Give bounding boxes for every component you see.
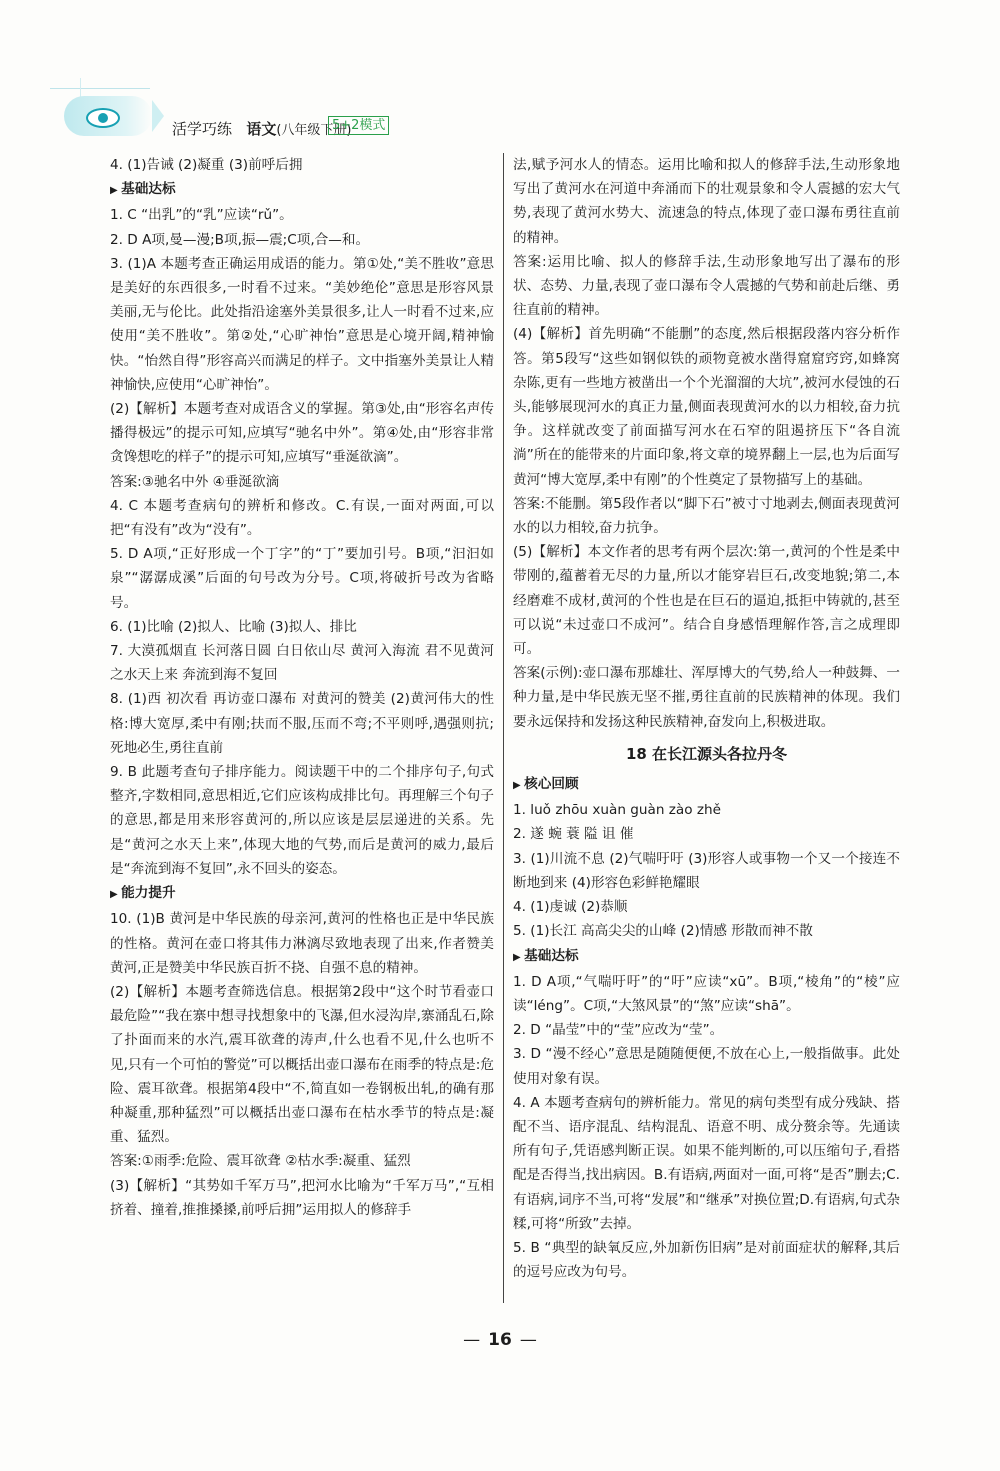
answer-paragraph: (4)【解析】首先明确“不能删”的态度,然后根据段落内容分析作答。第5段写“这些如钢似铁的顽物竟被水凿得窟窟窍窍,如蜂窝杂陈,更有一些地方被凿出一个个光溜溜的大坑”,被河水侵蚀的石头,能够展现河水的真正力量,侧面表现黄河水的以力相较,奋力抗争。这样就改变了前面描写河水在石窄的阻遏挤压下“各自流淌”所在的能带来的片面印象,将文章的境界翻上一层,也为后面写黄河“博大宽厚,柔中有刚”的个性奠定了景物描写上的基础。	[513, 326, 900, 488]
answer-paragraph: 4. A 本题考查病句的辨析能力。常见的病句类型有成分残缺、搭配不当、语序混乱、结构混乱、语意不明、成分赘余等。先通读所有句子,凭语感判断正误。如果不能判断的,可以压缩句子,看搭配是否得当,找出病因。B.有语病,两面对一面,可将“是否”删去;C.有语病,词序不当,可将“发展”和“继承”对换位置;D.有语病,句式杂糅,可将“所致”去掉。	[513, 1094, 900, 1232]
answer-paragraph: 3. (1)川流不息 (2)气喘吁吁 (3)形容人或事物一个又一个接连不断地到来 (4)形容色彩鲜艳耀眼	[513, 850, 900, 891]
chapter-title: 18 在长江源头各拉丹冬	[625, 744, 788, 763]
section-heading: ▶ 基础达标	[110, 177, 494, 203]
answer-paragraph: 5. D A项,“正好形成一个丁字”的“丁”要加引号。B项,“汩汩如泉”“潺潺成溪”后面的句号改为分号。C项,将破折号改为省略号。	[110, 546, 494, 611]
answer-paragraph: 答案:不能删。第5段作者以“脚下石”被寸寸地剥去,侧面表现黄河水的以力相较,奋力抗争。	[513, 495, 900, 537]
header-deco-line	[50, 88, 150, 89]
answer-paragraph: 7. 大漠孤烟直 长河落日圆 白日依山尽 黄河入海流 君不见黄河之水天上来 奔流到海不复回	[110, 643, 494, 684]
right-column	[513, 153, 900, 1284]
arrow-icon	[152, 100, 164, 132]
answer-paragraph: 5. B “典型的缺氧反应,外加新伤旧病”是对前面症状的解释,其后的逗号应改为句号。	[513, 1239, 900, 1281]
column-divider	[503, 153, 504, 1303]
answer-paragraph: 答案:③驰名中外 ④垂涎欲滴	[110, 473, 280, 490]
answer-paragraph: 8. (1)西 初次看 再访壶口瀑布 对黄河的赞美 (2)黄河伟大的性格:博大宽厚,柔中有刚;扶而不服,压而不弯;不平则呼,遇强则抗;死地必生,勇往直前	[110, 691, 494, 756]
answer-paragraph: 答案:①雨季:危险、震耳欲聋 ②枯水季:凝重、猛烈	[110, 1153, 411, 1170]
section-heading: ▶ 核心回顾	[513, 772, 900, 798]
answer-paragraph: 1. C “出乳”的“乳”应读“rǔ”。	[110, 207, 293, 224]
answer-paragraph: 3. (1)A 本题考查正确运用成语的能力。第①处,“美不胜收”意思是美好的东西很多,一时看不过来。“美妙绝伦”意思是形容风景美丽,无与伦比。此处指沿途塞外美景很多,让人一时看不过来,应使用“美不胜收”。第②处,“心旷神怡”意思是心境开阔,精神愉快。“怡然自得”形容高兴而满足的样子。文中指塞外美景让人精神愉快,应使用“心旷神怡”。	[110, 255, 494, 393]
answer-paragraph: 2. D “晶莹”中的“莹”应改为“莹”。	[513, 1022, 724, 1039]
section-heading: ▶ 能力提升	[110, 881, 494, 907]
answer-paragraph: 4. (1)虔诚 (2)恭顺	[513, 899, 628, 916]
answer-paragraph: 9. B 此题考查句子排序能力。阅读题干中的二个排序句子,句式整齐,字数相同,意思相近,它们应该构成排比句。再理解三个句子的意思,都是用来形容黄河的,所以应该是层层递进的关系。先是“黄河之水天上来”,体现大地的气势,而后是黄河的威力,最后是“奔流到海不复回”,永不回头的姿态。	[110, 764, 494, 877]
section-heading: ▶ 基础达标	[513, 944, 900, 970]
answer-paragraph: (2)【解析】本题考查对成语含义的掌握。第③处,由“形容名声传播得极远”的提示可知,应填写“驰名中外”。第④处,由“形容非常贪馋想吃的样子”的提示可知,应填写“垂涎欲滴”。	[110, 401, 494, 466]
answer-paragraph: 答案(示例):壶口瀑布那雄壮、浑厚博大的气势,给人一种鼓舞、一种力量,是中华民族无坚不摧,勇往直前的民族精神的体现。我们要永远保持和发扬这种民族精神,奋发向上,积极进取。	[513, 665, 900, 730]
answer-paragraph: (3)【解析】“其势如千军万马”,把河水比喻为“千军万马”,“互相挤着、撞着,推推搡搡,前呼后拥”运用拟人的修辞手	[110, 1177, 494, 1218]
subject-name: 语文	[246, 120, 277, 138]
grade-label: (八年级下册)	[276, 123, 352, 138]
page-number: — 16 —	[0, 1330, 1000, 1350]
answer-paragraph: 6. (1)比喻 (2)拟人、比喻 (3)拟人、排比	[110, 618, 357, 635]
brand-logo	[64, 96, 152, 136]
answer-paragraph: 2. D A项,曼—漫;B项,振—震;C项,合—和。	[110, 231, 370, 248]
answer-paragraph: (2)【解析】本题考查筛选信息。根据第2段中“这个时节看壶口最危险”“我在寨中想寻找想象中的飞瀑,但水浸沟岸,寨涌乱石,除了扑面而来的水汽,震耳欲聋的涛声,什么也看不见,什么也听不见,只有一个可怕的警觉”可以概括出壶口瀑布在雨季的特点是:危险、震耳欲聋。根据第4段中“不,简直如一卷钢板出轧,的确有那种凝重,那种猛烈”可以概括出壶口瀑布在枯水季节的特点是:凝重、猛烈。	[110, 983, 494, 1146]
answer-paragraph: 2. 遂 蜿 蓑 隘 诅 催	[513, 826, 634, 843]
answer-paragraph: 答案:运用比喻、拟人的修辞手法,生动形象地写出了瀑布的形状、态势、力量,表现了壶口瀑布令人震撼的气势和前赴后继、勇往直前的精神。	[513, 253, 900, 319]
answer-paragraph: 10. (1)B 黄河是中华民族的母亲河,黄河的性格也正是中华民族的性格。黄河在壶口将其伟力淋漓尽致地表现了出来,作者赞美黄河,正是赞美中华民族百折不挠、自强不息的精神。	[110, 911, 494, 976]
answer-paragraph: (5)【解析】本文作者的思考有两个层次:第一,黄河的个性是柔中带刚的,蕴蓄着无尽的力量,所以才能穿岩巨石,改变地貌;第二,本经磨难不成材,黄河的个性也是在巨石的逼迫,抵拒中铸就的,甚至可以说“未过壶口不成河”。结合自身感悟理解作答,言之成理即可。	[513, 544, 900, 658]
series-name: 活学巧练	[172, 120, 233, 138]
answer-paragraph: 4. (1)告诫 (2)凝重 (3)前呼后拥	[110, 157, 303, 173]
answer-paragraph: 1. luǒ zhōu xuàn guàn zào zhě	[513, 802, 721, 819]
answer-paragraph: 4. C 本题考查病句的辨析和修改。C.有误,一面对两面,可以把“有没有”改为“没有”。	[110, 497, 494, 539]
header-title	[172, 118, 352, 139]
mode-badge: 5+2模式	[328, 116, 389, 135]
answer-paragraph: 1. D A项,“气喘吁吁”的“吁”应读“xū”。B项,“棱角”的“棱”应读“léng”。C项,“大煞风景”的“煞”应读“shā”。	[513, 973, 900, 1014]
answer-paragraph: 3. D “漫不经心”意思是随随便便,不放在心上,一般指做事。此处使用对象有误。	[513, 1046, 900, 1087]
left-column	[110, 153, 494, 1222]
answer-paragraph: 法,赋予河水人的情态。运用比喻和拟人的修辞手法,生动形象地写出了黄河水在河道中奔涌而下的壮观景象和令人震撼的宏大气势,表现了黄河水势大、流速急的特点,体现了壶口瀑布勇往直前的精神。	[513, 157, 900, 246]
page-header	[60, 84, 940, 146]
eye-icon	[86, 108, 120, 128]
answer-paragraph: 5. (1)长江 高高尖尖的山峰 (2)情感 形散而神不散	[513, 923, 813, 940]
